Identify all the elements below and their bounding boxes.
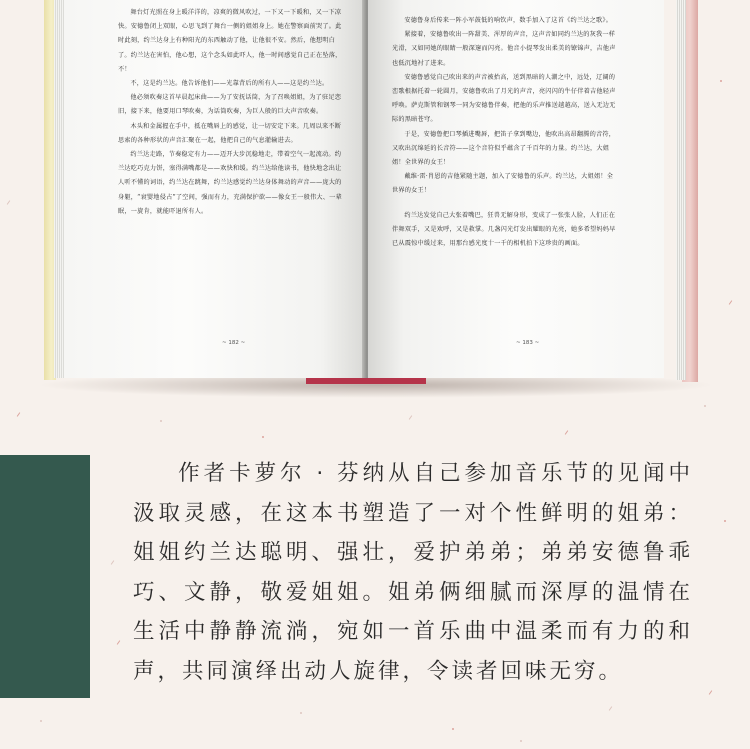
open-book <box>44 0 698 384</box>
green-accent-block <box>0 455 90 698</box>
right-paragraph: 约兰达发觉自己大张着嘴巴，狂兽无解身形，变成了一张张人脸，人们正在伴舞双手，又是欢呼，又是救掌。几盏闪光灯发出耀眼的光亮，她多希望妈妈早已从震惊中缓过来，用那台感光度十一千的相机拍下这珍贵的画面。 <box>392 211 616 248</box>
right-paragraph: 安德鲁感觉自己吹出来的声音被抬高，送到黑暗的人潮之中，远处，辽阔的峦歌根据托着一轮圆月，安德鲁吹出了月光的声音，亮闪闪的牛仔伴着吉他轻声呼唤。萨克斯管和钢琴一同为安德鲁伴奏，把他的乐声推送越越高，送入无边无际的黑暗苍穹。 <box>392 73 616 124</box>
right-paragraph: 于是，安德鲁把口琴插进嘴唇，把笛子拿到嘴边，他吹出高昂翻腾的音符，又吹出沉绵延的长音符——这个音符似乎蕴含了千百年的力量。约兰达，大姐姐！全世界的女王！ <box>392 130 616 167</box>
page-stack-left <box>54 0 64 378</box>
spine-headband <box>306 378 426 384</box>
right-page-number: ~ 183 ~ <box>516 340 540 346</box>
left-paragraph: 他必须吹奏这首早晨起床曲——为了安抚话筒，为了召唤姐姐，为了驻足恋旧，接下来，他要用口琴吹奏，为话筒吹奏，为巨人般的巨大声音吹奏。 <box>118 94 342 116</box>
right-page-text <box>392 14 618 251</box>
right-paragraph: 紧接着，安德鲁吹出一阵甜美、浑厚的声音，这声音如同约兰达的灰我一样光滑，又如同她的眼睛一般深邃而闪亮。他音小提琴发出柔美的镣锦声，吉他声也低沉地衬了进来。 <box>392 31 616 67</box>
left-paragraph: 舞台灯光照在身上暖洋洋的，凉爽的微风吹过，一下又一下暖和，又一下凉快。安德鲁闭上双眼，心思飞到了舞台一侧的姐姐身上。她在警察面前哭了。此时此刻，约兰达身上有种阳光的东西触动了他，让他很不安。然后，他想明白了。约兰达在害怕，他心想，这个念头如此吓人，他一时间感觉自己正在坠落，不！ <box>118 9 342 73</box>
left-paragraph: 不，这是约兰达。他告诉他们——光靠背后的所有人——这是约兰达。 <box>130 80 329 88</box>
right-paragraph: 戴维·雷·肖恩的吉他紧随主题，加入了安德鲁的乐声。约兰达，大姐姐！全世界的女王！ <box>392 173 614 195</box>
left-page-text <box>118 6 346 219</box>
book-description: 作者卡萝尔 · 芬纳从自己参加音乐节的见闻中汲取灵感，在这本书塑造了一对个性鲜明的姐弟：姐姐约兰达聪明、强壮，爱护弟弟；弟弟安德鲁乖巧、文静，敬爱姐姐。姐弟俩细腻而深厚的温情在生活中静静流淌，宛如一首乐曲中温柔而有力的和声，共同演绎出动人旋律，令读者回味无穷。 <box>133 461 693 684</box>
left-page-number: ~ 182 ~ <box>222 340 246 346</box>
right-paragraph: 安德鲁身后传来一阵小军鼓低的响钦声，数手加入了这首《约兰达之歌》。 <box>404 17 613 24</box>
left-page <box>64 0 366 378</box>
right-page <box>368 0 664 378</box>
left-paragraph: 木头和金属握在手中，抵在嘴唇上的感觉，让一切安定下来。几周以来不断思索的各种形状的声音汇聚在一起，他把自己的气息灌输进去。 <box>118 122 342 144</box>
left-paragraph: 约兰达走路，节奏稳定有力——迈开大步沉稳地走，带着空气一起流动。约兰达吃巧克力饼，塞得满嘴都是——欢快和缓。约兰达给他读书，他快地念出让人听不懂的词语，约兰达在跳舞，约兰达感觉约兰达身体舞动的声音——庞大的身躯，“衰婴地侵占”了空间，强而有力，充满保护欲——像女王一般伟大、一辈眠，一旋肯，就能吓退所有人。 <box>118 151 342 215</box>
page-stack-right <box>676 0 686 380</box>
